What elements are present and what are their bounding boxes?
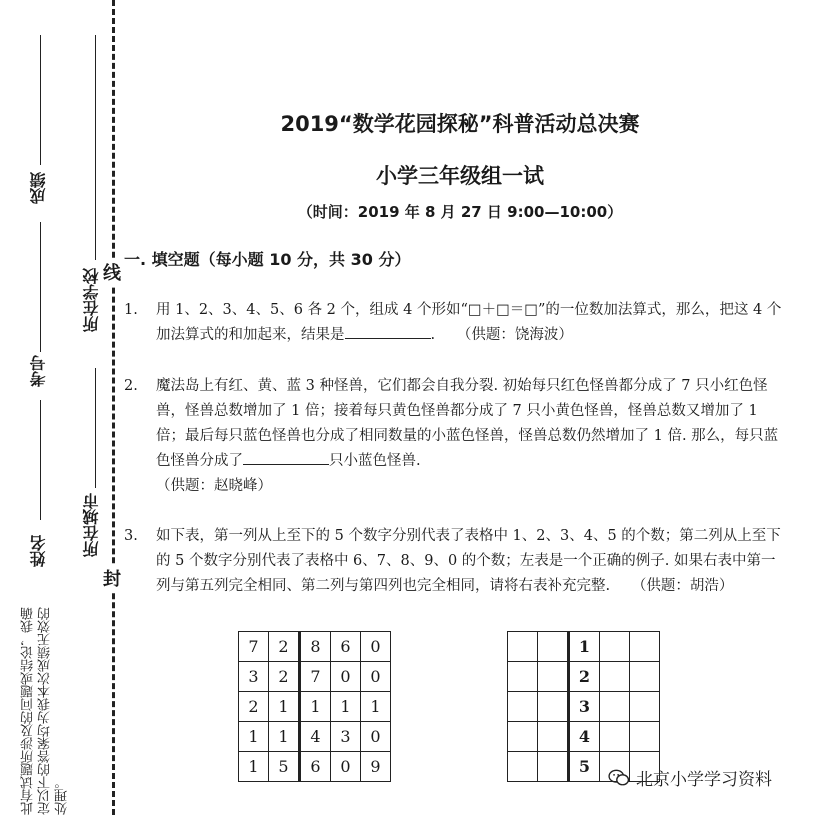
score-label: 成绩 xyxy=(29,172,48,204)
table-cell: 2 xyxy=(269,662,300,692)
table-cell[interactable] xyxy=(538,752,569,782)
table-cell: 2 xyxy=(239,692,269,722)
table-cell: 2 xyxy=(569,662,600,692)
table-cell: 0 xyxy=(361,632,391,662)
table-cell: 7 xyxy=(300,662,331,692)
binding-notice: 此有试题所涉及的问题或结论，我确定以下的答案均为我本次成绩无效的处理。 xyxy=(21,607,70,815)
table-cell: 1 xyxy=(569,632,600,662)
exam-no-line xyxy=(40,222,41,352)
table-cell: 1 xyxy=(239,722,269,752)
table-cell[interactable] xyxy=(600,722,630,752)
table-cell[interactable] xyxy=(600,632,630,662)
table-cell[interactable] xyxy=(600,662,630,692)
table-row xyxy=(239,752,391,782)
table-cell: 2 xyxy=(269,632,300,662)
table-row xyxy=(508,632,660,662)
table-cell: 4 xyxy=(300,722,331,752)
exam-subtitle: 小学三年级组一试 xyxy=(376,164,544,188)
table-row xyxy=(508,692,660,722)
table-cell: 4 xyxy=(569,722,600,752)
table-cell[interactable] xyxy=(508,632,538,662)
table-cell: 1 xyxy=(300,692,331,722)
table-cell: 8 xyxy=(300,632,331,662)
table-cell[interactable] xyxy=(630,662,660,692)
table-cell: 0 xyxy=(361,722,391,752)
table-cell[interactable] xyxy=(538,722,569,752)
table-cell: 1 xyxy=(361,692,391,722)
watermark xyxy=(608,765,772,790)
question-text: 用 1、2、3、4、5、6 各 2 个，组成 4 个形如“□＋□＝□”的一位数加法算式，那么，把这 4 个加法算式的和加起来，结果是 xyxy=(156,302,782,343)
table-cell: 0 xyxy=(361,662,391,692)
table-cell: 5 xyxy=(569,752,600,782)
table-cell: 1 xyxy=(269,692,300,722)
answer-blank[interactable] xyxy=(345,323,431,339)
binder-word-line: 线 xyxy=(103,259,121,285)
question-number: 2. xyxy=(124,378,138,394)
question-text: 魔法岛上有红、黄、蓝 3 种怪兽，它们都会自我分裂. 初始每只红色怪兽都分成了 7 只小红色怪兽，怪兽总数增加了 1 倍；接着每只黄色怪兽都分成了 7 只小黄色怪兽，怪兽总数又增加了 1 倍；最后每只蓝色怪兽也分成了相同数量的小蓝色怪兽，怪兽总数仍然增加了 1 倍. 那么，每只蓝色怪兽分成了 xyxy=(156,378,779,469)
binder-word-seal: 封 xyxy=(103,565,121,591)
question-number: 1. xyxy=(124,302,138,318)
table-cell[interactable] xyxy=(600,692,630,722)
table-row xyxy=(239,662,391,692)
table-cell: 0 xyxy=(331,662,361,692)
question-credit: . （供题：饶海波） xyxy=(430,327,573,343)
table-cell: 1 xyxy=(239,752,269,782)
table-cell: 1 xyxy=(331,692,361,722)
table-row xyxy=(508,662,660,692)
table-cell[interactable] xyxy=(538,632,569,662)
school-label: 所在学校 xyxy=(82,268,101,332)
wechat-icon xyxy=(608,769,630,787)
name-label: 姓名 xyxy=(29,535,48,567)
question-credit: （供题：赵晓峰） xyxy=(156,478,272,494)
question-2 xyxy=(124,374,784,499)
question-text-tail: 只小蓝色怪兽. xyxy=(329,453,421,469)
city-line xyxy=(95,368,96,488)
table-cell[interactable] xyxy=(630,692,660,722)
table-row xyxy=(239,692,391,722)
question-3 xyxy=(124,524,784,599)
score-line xyxy=(40,35,41,165)
table-cell: 3 xyxy=(239,662,269,692)
exam-time: （时间：2019 年 8 月 27 日 9:00—10:00） xyxy=(297,203,623,221)
table-cell[interactable] xyxy=(538,662,569,692)
exam-title: 2019“数学花园探秘”科普活动总决赛 xyxy=(280,112,640,136)
table-cell[interactable] xyxy=(538,692,569,722)
table-cell: 5 xyxy=(269,752,300,782)
question-number: 3. xyxy=(124,528,138,544)
table-cell: 6 xyxy=(300,752,331,782)
table-cell: 7 xyxy=(239,632,269,662)
example-table xyxy=(238,631,391,782)
table-cell: 0 xyxy=(331,752,361,782)
watermark-text: 北京小学学习资料 xyxy=(636,770,772,790)
city-label: 所在城市 xyxy=(82,493,101,557)
table-cell[interactable] xyxy=(508,692,538,722)
answer-blank[interactable] xyxy=(243,449,329,465)
table-cell[interactable] xyxy=(630,632,660,662)
table-cell: 3 xyxy=(569,692,600,722)
table-cell[interactable] xyxy=(508,752,538,782)
table-cell: 6 xyxy=(331,632,361,662)
question-text: 如下表，第一列从上至下的 5 个数字分别代表了表格中 1、2、3、4、5 的个数；第二列从上至下的 5 个数字分别代表了表格中 6、7、8、9、0 的个数；左表是一个正确的例子. 如果右表中第一列与第五列完全相同、第二列与第四列也完全相同，请将右表补充完整. （供题：胡浩） xyxy=(156,528,781,594)
binding-dashed-line xyxy=(112,0,115,815)
name-line xyxy=(40,400,41,520)
table-row xyxy=(239,722,391,752)
table-row xyxy=(239,632,391,662)
table-cell[interactable] xyxy=(508,722,538,752)
table-cell[interactable] xyxy=(630,722,660,752)
question-1 xyxy=(124,298,784,348)
table-cell: 9 xyxy=(361,752,391,782)
table-cell[interactable] xyxy=(508,662,538,692)
answer-table xyxy=(507,631,660,782)
exam-no-label: 考号 xyxy=(29,355,48,387)
school-line xyxy=(95,35,96,260)
table-row xyxy=(508,722,660,752)
table-cell: 3 xyxy=(331,722,361,752)
section-heading: 一. 填空题（每小题 10 分，共 30 分） xyxy=(124,250,411,269)
table-cell: 1 xyxy=(269,722,300,752)
